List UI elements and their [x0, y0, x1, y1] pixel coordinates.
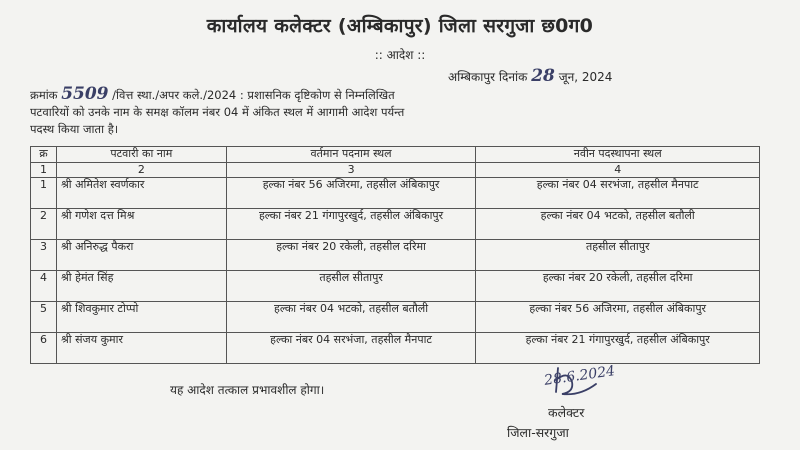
row-current-post: तहसील सीतापुर [226, 271, 476, 302]
row-name: श्री हेमंत सिंह [56, 271, 226, 302]
row-name: श्री गणेश दत्त मिश्र [56, 209, 226, 240]
row-new-post: हल्का नंबर 04 सरभंजा, तहसील मैनपाट [476, 178, 760, 209]
row-new-post: हल्का नंबर 04 भटको, तहसील बतौली [476, 209, 760, 240]
row-new-post: हल्का नंबर 21 गंगापुरखुर्द, तहसील अंबिकापुर [476, 333, 760, 364]
para-line-1 [30, 86, 775, 104]
table-row [31, 271, 760, 302]
row-new-post: तहसील सीतापुर [476, 240, 760, 271]
date-day-handwritten: 28 [531, 66, 555, 86]
row-name: श्री शिवकुमार टोप्पो [56, 302, 226, 333]
header-new-post: नवीन पदस्थापना स्थल [476, 147, 760, 163]
row-new-post: हल्का नंबर 56 अजिरमा, तहसील अंबिकापुर [476, 302, 760, 333]
reference-label: क्रमांक [30, 88, 58, 102]
date-line [448, 66, 612, 86]
table-header-row [31, 147, 760, 163]
col-num-4: 4 [476, 163, 760, 178]
reference-number-handwritten: 5509 [61, 84, 109, 104]
header-serial: क्र [31, 147, 57, 163]
row-serial: 5 [31, 302, 57, 333]
table-row [31, 209, 760, 240]
office-title: कार्यालय कलेक्टर (अम्बिकापुर) जिला सरगुजा छ0ग0 [206, 15, 594, 37]
row-name: श्री अनिरुद्ध पैकरा [56, 240, 226, 271]
signature-date-handwritten: 28.6.2024 [543, 363, 617, 389]
col-num-3: 3 [226, 163, 476, 178]
order-heading: :: आदेश :: [374, 48, 426, 62]
table-row [31, 178, 760, 209]
row-current-post: हल्का नंबर 04 भटको, तहसील बतौली [226, 302, 476, 333]
col-num-1: 1 [31, 163, 57, 178]
row-current-post: हल्का नंबर 21 गंगापुरखुर्द, तहसील अंबिकापुर [226, 209, 476, 240]
para-line-2: पटवारियों को उनके नाम के समक्ष कॉलम नंबर 04 में अंकित स्थल में आगामी आदेश पर्यन्त [30, 105, 405, 119]
reference-rest: /वित्त स्था./अपर कले./2024 : प्रशासनिक दृष्टिकोण से निम्नलिखित [112, 88, 395, 102]
row-name: श्री अमितेश स्वर्णकार [56, 178, 226, 209]
designation: कलेक्टर [548, 405, 585, 420]
col-num-2: 2 [56, 163, 226, 178]
effect-note: यह आदेश तत्काल प्रभावशील होगा। [170, 383, 325, 397]
para-line-3: पदस्थ किया जाता है। [30, 122, 119, 136]
header-name: पटवारी का नाम [56, 147, 226, 163]
row-serial: 3 [31, 240, 57, 271]
row-serial: 4 [31, 271, 57, 302]
district-name: जिला-सरगुजा [507, 425, 569, 440]
row-serial: 2 [31, 209, 57, 240]
date-month-year: जून, 2024 [558, 70, 613, 84]
table-row [31, 333, 760, 364]
column-number-row [31, 163, 760, 178]
transfer-table [30, 146, 760, 364]
row-current-post: हल्का नंबर 56 अजिरमा, तहसील अंबिकापुर [226, 178, 476, 209]
row-new-post: हल्का नंबर 20 रकेली, तहसील दरिमा [476, 271, 760, 302]
row-serial: 6 [31, 333, 57, 364]
row-current-post: हल्का नंबर 04 सरभंजा, तहसील मैनपाट [226, 333, 476, 364]
table-row [31, 302, 760, 333]
header-current-post: वर्तमान पदनाम स्थल [226, 147, 476, 163]
row-name: श्री संजय कुमार [56, 333, 226, 364]
table-row [31, 240, 760, 271]
row-current-post: हल्का नंबर 20 रकेली, तहसील दरिमा [226, 240, 476, 271]
date-prefix: अम्बिकापुर दिनांक [448, 70, 528, 84]
order-paragraph [30, 86, 775, 138]
row-serial: 1 [31, 178, 57, 209]
